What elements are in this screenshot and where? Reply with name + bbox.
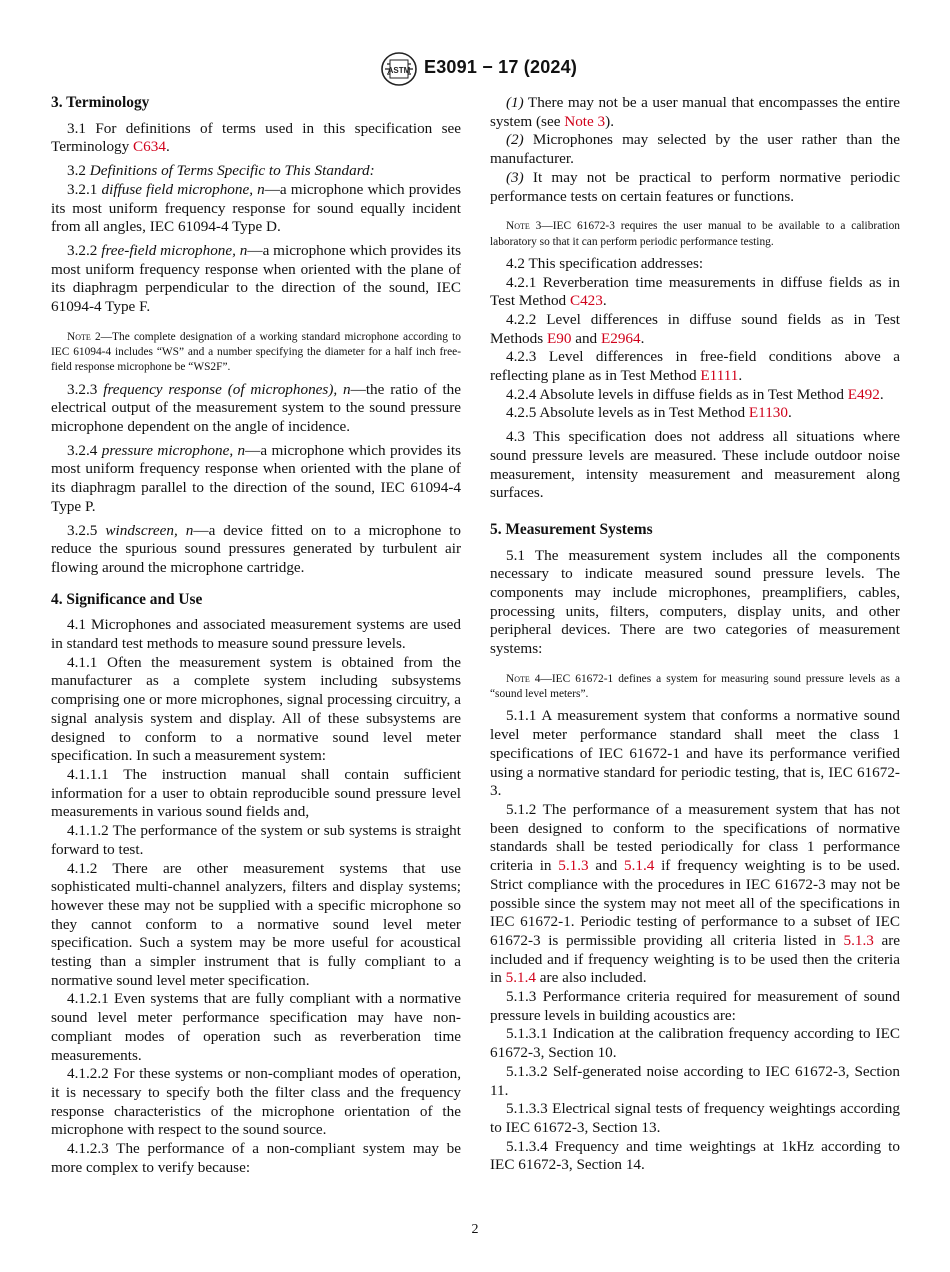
note-label: Note	[506, 672, 530, 685]
section-5-heading: 5. Measurement Systems	[490, 520, 653, 538]
para-5-1: 5.1 The measurement system includes all the components necessary to indicate measured sound pressure levels. The components may include microphones, preamplifiers, cables, processing units, filters, computers, display units, and other peripheral devices. There are two categories of measurement systems:	[490, 546, 900, 658]
para-4-1-1-1: 4.1.1.1 The instruction manual shall contain sufficient information for a user to obtain reproducible sound pressure level measurements in various sound fields and,	[51, 765, 461, 821]
text: .	[602, 292, 607, 310]
para-5-1-3-2: 5.1.3.2 Self-generated noise according to IEC 61672-3, Section 11.	[490, 1062, 900, 1099]
list-item-1	[490, 94, 900, 131]
list-marker: (1)	[506, 94, 524, 111]
term: frequency response (of microphones), n	[103, 380, 351, 398]
text: 4.2.2 Level differences in diffuse sound fields as in Test Methods	[490, 310, 900, 347]
text: 4—IEC 61672-1 defines a system for measuring sound pressure levels as a “sound level meters”.	[490, 672, 900, 701]
text: There may not be a user manual that encompasses the entire system (see	[490, 94, 900, 130]
list-marker: (3)	[506, 168, 524, 186]
text: are included and if frequency weighting is to be used then the criteria in	[490, 931, 900, 987]
para-3-2-2	[51, 242, 461, 317]
para-5-1-2	[490, 801, 900, 988]
para-5-1-3-4: 5.1.3.4 Frequency and time weightings at 1kHz according to IEC 61672-3, Section 14.	[490, 1137, 900, 1174]
note-label: Note	[506, 220, 530, 233]
para-3-1	[51, 120, 461, 157]
text: 5.1.2 The performance of a measurement system that has not been designed to conform to the specifications of normative standards shall be tested periodically for class 1 performance criteria in	[490, 800, 900, 875]
text: 3—IEC 61672-3 requires the user manual to be available to a calibration laboratory so that it can perform periodic performance testing.	[490, 220, 900, 248]
text: 4.2.3 Level differences in free-field conditions above a reflecting plane as in Test Method	[490, 348, 900, 385]
text: .	[879, 385, 884, 403]
text: 3.2.2	[67, 241, 102, 259]
text: if frequency weighting is to be used. Strict compliance with the procedures in IEC 61672-3 may not be possible since the system may not meet all of the specifications in IEC 61672-1. Periodic testing of performance to a subset of IEC 61672-3 is permissible providing all criteria listed in	[490, 857, 900, 949]
link-c634[interactable]: C634	[133, 138, 166, 156]
text: 3.2.3	[67, 380, 104, 398]
right-column	[490, 94, 900, 1175]
text: .	[788, 404, 792, 422]
list-item-3	[490, 169, 900, 206]
para-4-1: 4.1 Microphones and associated measurement systems are used in standard test methods to measure sound pressure levels.	[51, 616, 461, 653]
text: —a microphone which provides its most uniform frequency response for sound equally incident from all angles, IEC 61094-4 Type D.	[51, 180, 461, 236]
link-e1130[interactable]: E1130	[748, 404, 788, 422]
link-c423[interactable]: C423	[569, 292, 603, 310]
text: .	[640, 329, 645, 347]
para-3-2-3	[51, 381, 461, 437]
link-5-1-3[interactable]: 5.1.3	[843, 931, 874, 949]
term: diffuse field microphone, n	[101, 180, 265, 198]
text: Microphones may selected by the user rather than the manufacturer.	[490, 131, 900, 168]
note-2	[51, 330, 461, 376]
text: 3.2.1	[67, 180, 102, 198]
para-3-2-1	[51, 181, 461, 237]
text: ).	[605, 112, 615, 130]
list-marker: (2)	[506, 131, 524, 149]
para-3-2-4	[51, 442, 461, 517]
term: pressure microphone, n	[101, 441, 246, 459]
page-number: 2	[471, 1222, 479, 1237]
para-3-2	[51, 162, 461, 181]
text: and	[588, 857, 624, 875]
text: —a microphone which provides its most uniform frequency response when oriented with the plane of its diaphragm parallel to the direction of the sound, IEC 61094-4 Type P.	[51, 441, 462, 515]
para-4-1-1: 4.1.1 Often the measurement system is obtained from the manufacturer as a complete system including subsystems comprising one or more microphones, signal processing circuitry, a signal analysis system and display. All of these subsystems are designed to conform to a normative sound level meter specification. In such a measurement system:	[51, 653, 461, 765]
text: 4.2.4 Absolute levels in diffuse fields as in Test Method	[506, 385, 848, 403]
link-e2964[interactable]: E2964	[600, 329, 641, 347]
para-4-1-1-2: 4.1.1.2 The performance of the system or sub systems is straight forward to test.	[51, 822, 461, 858]
text: 4.2.1 Reverberation time measurements in diffuse fields as in Test Method	[490, 273, 900, 310]
text: —a device fitted on to a microphone to reduce the spurious sound pressures generated by turbulent air flowing around the microphone cartridge.	[51, 521, 461, 576]
para-4-2-2	[490, 311, 900, 348]
text: 3.2.4	[67, 441, 102, 459]
astm-logo-text: ASTM	[387, 66, 411, 75]
link-5-1-4[interactable]: 5.1.4	[623, 857, 655, 875]
text: .	[738, 367, 743, 385]
text: .	[165, 138, 170, 156]
link-e1111[interactable]: E1111	[700, 367, 739, 385]
section-4-heading: 4. Significance and Use	[51, 590, 203, 608]
text: 4.2.5 Absolute levels as in Test Method	[506, 404, 749, 422]
para-4-2-4	[490, 386, 900, 405]
section-3-heading: 3. Terminology	[51, 94, 150, 111]
note-4	[490, 672, 900, 703]
left-column	[51, 94, 461, 1177]
link-e90[interactable]: E90	[546, 329, 572, 347]
page-header	[0, 52, 950, 86]
text: Definitions of Terms Specific to This Standard:	[89, 162, 375, 180]
text: 2—The complete designation of a working standard microphone according to IEC 61094-4 includes “WS” and a number specifying the diameter for a half inch free-field response microphone be “WS2F”.	[51, 330, 461, 374]
para-4-1-2-1: 4.1.2.1 Even systems that are fully compliant with a normative sound level meter performance specification may have non-compliant modes of operation such as reverberation time measurements.	[51, 990, 461, 1064]
para-5-1-3: 5.1.3 Performance criteria required for measurement of sound pressure levels in building acoustics are:	[490, 988, 900, 1024]
para-4-3: 4.3 This specification does not address all situations where sound pressure levels are measured. These include outdoor noise measurement, intensity measurement and measurement along surfaces.	[490, 428, 900, 502]
note-label: Note	[67, 330, 91, 343]
para-4-1-2-3: 4.1.2.3 The performance of a non-compliant system may be more complex to verify because:	[51, 1140, 461, 1176]
text: It may not be practical to perform normative periodic performance tests on certain features or functions.	[490, 168, 900, 205]
text: —a microphone which provides its most uniform frequency response when oriented with the plane of its diaphragm perpendicular to the direction of the sound, IEC 61094-4 Type F.	[51, 241, 461, 316]
text: and	[571, 329, 601, 347]
link-5-1-3[interactable]: 5.1.3	[558, 857, 589, 875]
astm-logo-icon	[381, 52, 417, 86]
para-4-2-1	[490, 274, 900, 311]
text: 3.2	[67, 162, 90, 180]
link-e492[interactable]: E492	[847, 385, 880, 403]
text: 3.1 For definitions of terms used in this specification see Terminology	[51, 119, 461, 156]
para-5-1-3-3: 5.1.3.3 Electrical signal tests of frequency weightings according to IEC 61672-3, Section 13.	[490, 1100, 900, 1136]
para-4-2: 4.2 This specification addresses:	[506, 254, 704, 272]
link-note-3[interactable]: Note 3	[564, 112, 606, 130]
link-5-1-4[interactable]: 5.1.4	[505, 969, 536, 987]
term: windscreen, n	[105, 521, 194, 539]
para-4-2-5	[490, 404, 900, 423]
list-item-2	[490, 131, 900, 168]
para-5-1-3-1: 5.1.3.1 Indication at the calibration frequency according to IEC 61672-3, Section 10.	[490, 1025, 900, 1062]
para-4-2-3	[490, 348, 900, 385]
para-4-1-2: 4.1.2 There are other measurement systems that use sophisticated multi-channel analyzers, filters and display systems; however these may not be supplied with a specific microphone so they cannot conform to a normative sound level meter specification. Such a system may be more useful for acoustical testing than a simpler instrument that is fully compliant to a normative sound level meter specification.	[51, 859, 461, 989]
para-5-1-1: 5.1.1 A measurement system that conforms a normative sound level meter performance standard shall meet the class 1 specifications of IEC 61672-1 and have its performance verified using a normative standard for periodic testing, that is, IEC 61672-3.	[490, 707, 900, 800]
para-3-2-5	[51, 522, 461, 578]
para-4-1-2-2: 4.1.2.2 For these systems or non-compliant modes of operation, it is necessary to specify both the filter class and the frequency response characteristics of the microphone orientation of the microphone with respect to the sound source.	[51, 1065, 461, 1139]
term: free-field microphone, n	[101, 241, 248, 259]
text: —the ratio of the electrical output of the measurement system to the sound pressure microphone dependent on the angle of incidence.	[51, 380, 461, 436]
text: 3.2.5	[67, 521, 106, 539]
text: are also included.	[536, 969, 647, 987]
note-3	[490, 219, 900, 250]
document-id: E3091 − 17 (2024)	[424, 57, 578, 77]
